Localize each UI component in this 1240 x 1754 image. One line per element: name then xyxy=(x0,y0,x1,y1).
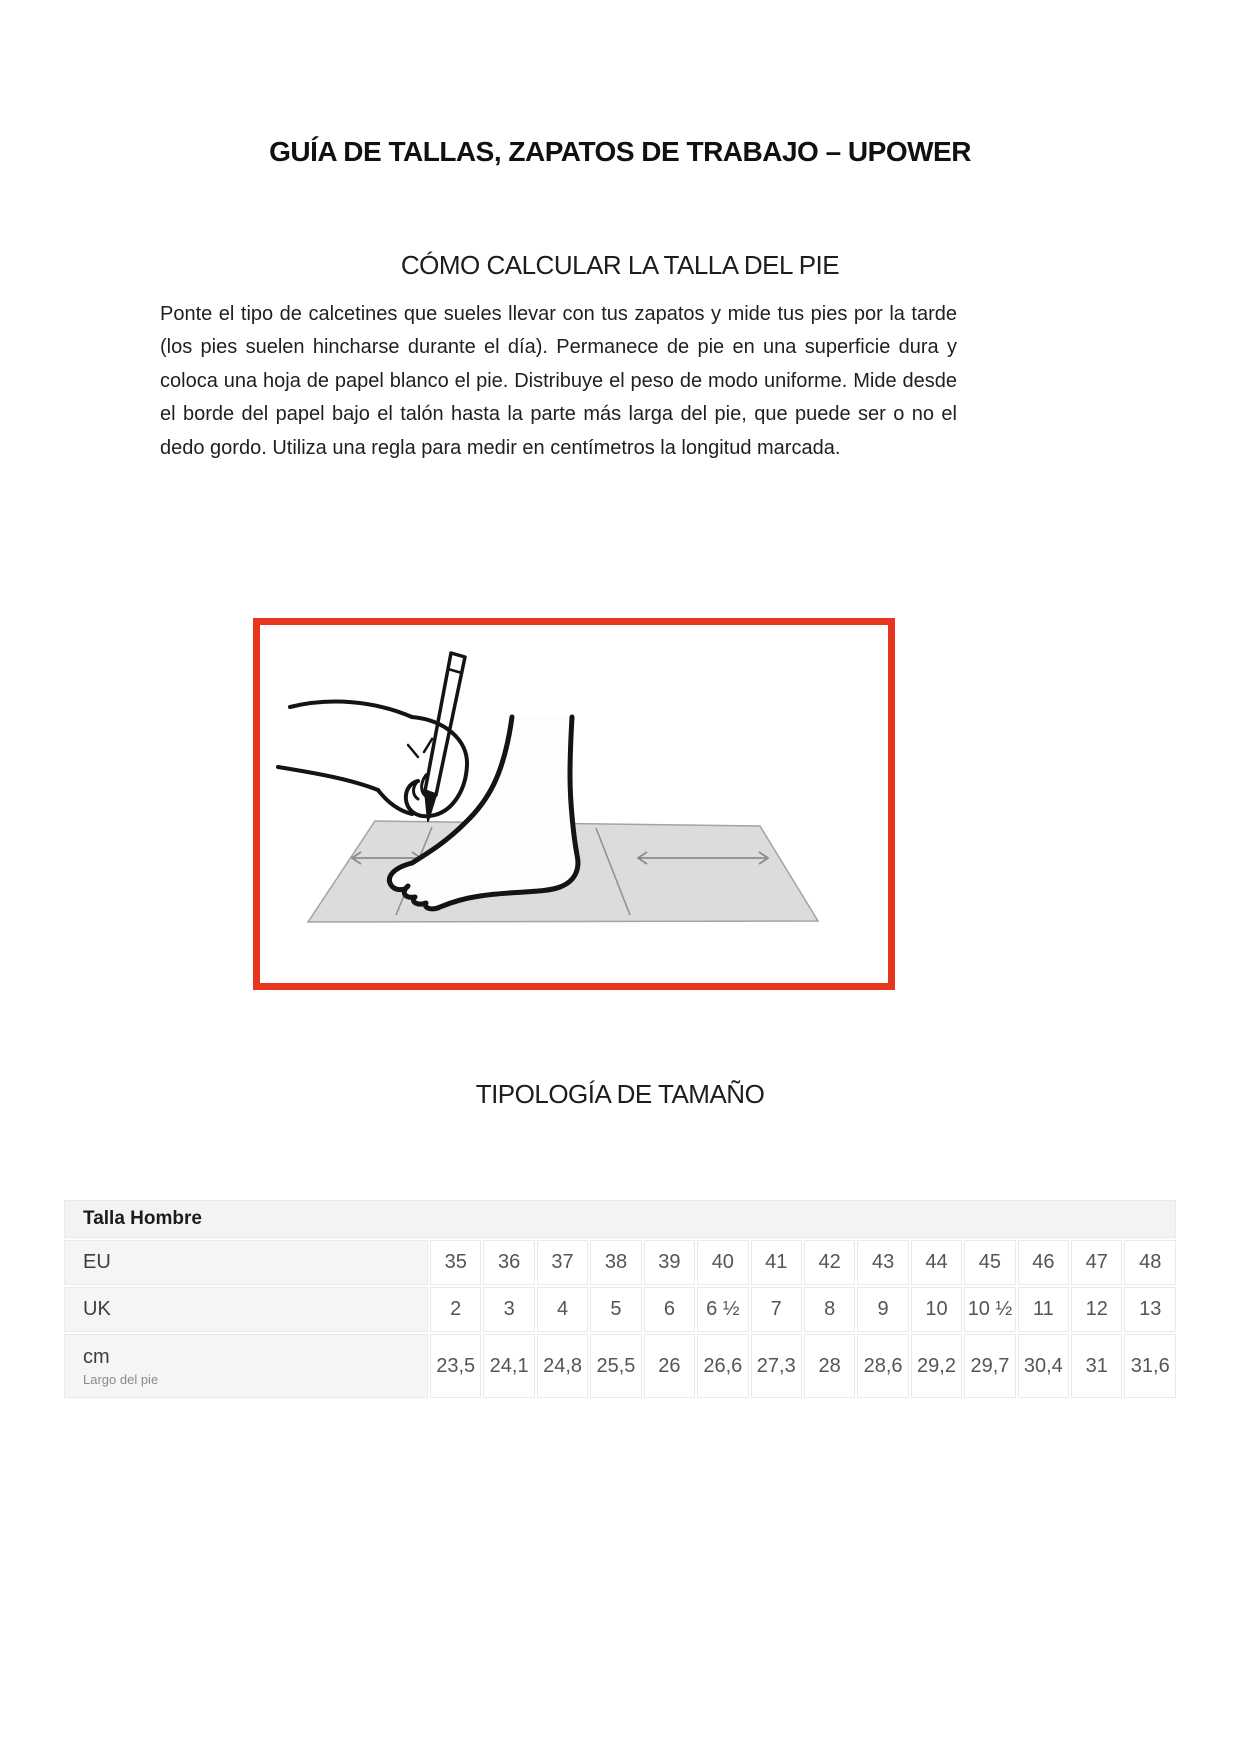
size-cell-cm: 30,4 xyxy=(1018,1334,1069,1398)
size-cell-uk: 11 xyxy=(1018,1287,1069,1332)
size-cell-cm: 29,7 xyxy=(964,1334,1015,1398)
table-row-eu xyxy=(64,1240,1176,1285)
size-cell-eu: 48 xyxy=(1124,1240,1176,1285)
size-cell-eu: 47 xyxy=(1071,1240,1122,1285)
page-title: GUÍA DE TALLAS, ZAPATOS DE TRABAJO – UPOWER xyxy=(269,136,971,167)
size-cell-uk: 5 xyxy=(590,1287,641,1332)
size-cell-uk: 7 xyxy=(751,1287,802,1332)
row-label-cm-text: cm xyxy=(83,1345,110,1368)
size-cell-cm: 24,1 xyxy=(483,1334,534,1398)
size-cell-uk: 3 xyxy=(483,1287,534,1332)
foot-measuring-illustration xyxy=(260,625,888,983)
size-cell-eu: 43 xyxy=(857,1240,908,1285)
size-cell-eu: 36 xyxy=(483,1240,534,1285)
size-cell-cm: 23,5 xyxy=(430,1334,481,1398)
size-cell-cm: 31 xyxy=(1071,1334,1122,1398)
size-cell-cm: 24,8 xyxy=(537,1334,588,1398)
size-cell-eu: 37 xyxy=(537,1240,588,1285)
row-label-cm-sublabel: Largo del pie xyxy=(83,1371,159,1387)
size-cell-cm: 26,6 xyxy=(697,1334,748,1398)
section-heading-tipologia: TIPOLOGÍA DE TAMAÑO xyxy=(475,1079,765,1109)
table-row-cm xyxy=(64,1334,1176,1398)
row-label-cm xyxy=(64,1334,428,1398)
size-table-title: Talla Hombre xyxy=(64,1200,1176,1238)
size-cell-uk: 4 xyxy=(537,1287,588,1332)
size-cell-uk: 9 xyxy=(857,1287,908,1332)
size-cell-cm: 25,5 xyxy=(590,1334,641,1398)
size-cell-eu: 41 xyxy=(751,1240,802,1285)
size-cell-eu: 44 xyxy=(911,1240,962,1285)
size-cell-uk: 8 xyxy=(804,1287,855,1332)
pencil xyxy=(425,653,465,795)
size-cell-uk: 6 ½ xyxy=(697,1287,748,1332)
size-cell-uk: 10 ½ xyxy=(964,1287,1015,1332)
size-cell-eu: 39 xyxy=(644,1240,695,1285)
size-cell-eu: 40 xyxy=(697,1240,748,1285)
size-cell-uk: 2 xyxy=(430,1287,481,1332)
size-cell-cm: 26 xyxy=(644,1334,695,1398)
size-cell-uk: 13 xyxy=(1124,1287,1176,1332)
size-table xyxy=(62,1198,1178,1400)
section-heading-como-calcular: CÓMO CALCULAR LA TALLA DEL PIE xyxy=(400,250,840,280)
size-cell-uk: 12 xyxy=(1071,1287,1122,1332)
row-label-uk: UK xyxy=(64,1287,428,1332)
size-table-header-row xyxy=(64,1200,1176,1238)
size-cell-cm: 29,2 xyxy=(911,1334,962,1398)
size-cell-cm: 31,6 xyxy=(1124,1334,1176,1398)
size-cell-cm: 28,6 xyxy=(857,1334,908,1398)
table-row-uk xyxy=(64,1287,1176,1332)
foot-measuring-figure xyxy=(253,618,895,990)
size-cell-eu: 35 xyxy=(430,1240,481,1285)
instructions-paragraph: Ponte el tipo de calcetines que sueles llevar con tus zapatos y mide tus pies por la tarde (los pies suelen hincharse durante el día). Permanece de pie en una superficie dura y coloca una hoja de papel blanco el pie. Distribuye el peso de modo uniforme. Mide desde el borde del papel bajo el talón hasta la parte más larga del pie, que puede ser o no el dedo gordo. Utiliza una regla para medir en centímetros la longitud marcada. xyxy=(160,303,957,459)
row-label-eu: EU xyxy=(64,1240,428,1285)
size-cell-eu: 45 xyxy=(964,1240,1015,1285)
size-cell-uk: 10 xyxy=(911,1287,962,1332)
size-cell-cm: 28 xyxy=(804,1334,855,1398)
size-cell-eu: 42 xyxy=(804,1240,855,1285)
hand-with-pencil xyxy=(278,653,467,821)
size-cell-uk: 6 xyxy=(644,1287,695,1332)
size-cell-eu: 38 xyxy=(590,1240,641,1285)
size-cell-cm: 27,3 xyxy=(751,1334,802,1398)
size-cell-eu: 46 xyxy=(1018,1240,1069,1285)
